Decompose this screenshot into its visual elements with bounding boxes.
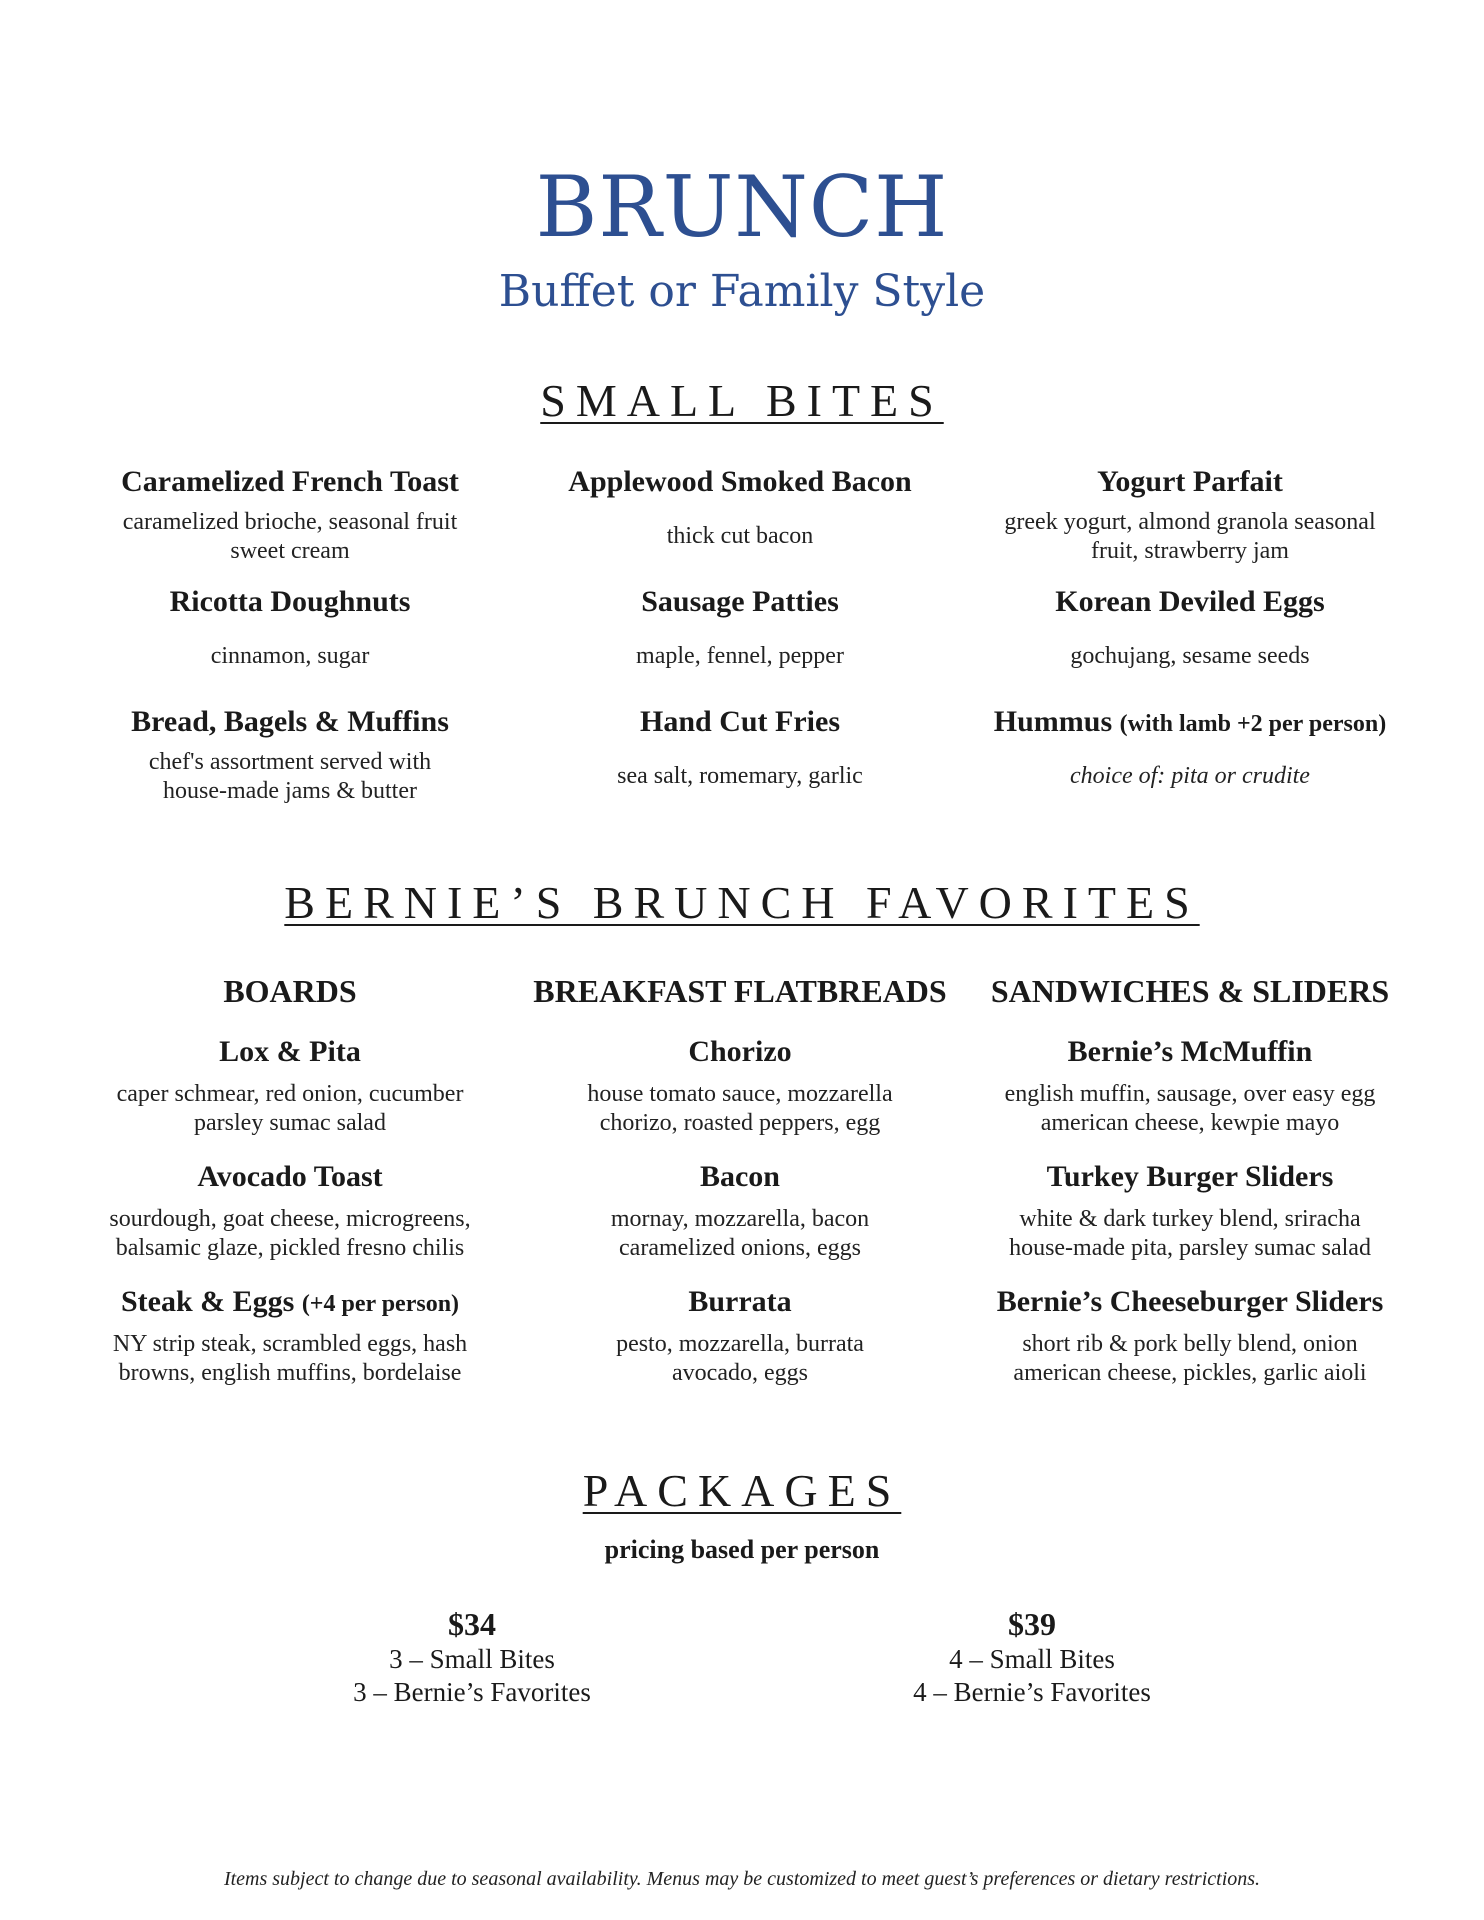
small-bite-item (965, 465, 1415, 566)
item-name: Burrata (688, 1285, 792, 1318)
item-desc: sourdough, goat cheese, microgreens, (109, 1206, 471, 1232)
item-name (955, 705, 1425, 738)
item-name: Yogurt Parfait (1097, 465, 1283, 498)
package-line: 3 – Bernie’s Favorites (353, 1676, 591, 1707)
item-desc: avocado, eggs (672, 1359, 808, 1386)
package-option (272, 1605, 672, 1708)
category-flatbreads: BREAKFAST FLATBREADS (533, 973, 947, 1009)
item-addon: (with lamb +2 per person) (1119, 711, 1387, 737)
item-desc: short rib & pork belly blend, onion (1022, 1331, 1358, 1357)
item-desc: white & dark turkey blend, sriracha (1019, 1206, 1361, 1232)
favorite-item (65, 1160, 515, 1263)
item-desc: house-made jams & butter (163, 777, 417, 804)
item-desc: caper schmear, red onion, cucumber (116, 1081, 464, 1107)
package-price: $39 (1008, 1606, 1056, 1642)
item-desc: american cheese, pickles, garlic aioli (1013, 1359, 1367, 1386)
small-bite-item (515, 705, 965, 791)
item-desc: greek yogurt, almond granola seasonal (1004, 509, 1376, 535)
package-line: 3 – Small Bites (389, 1644, 555, 1675)
item-name: Chorizo (688, 1035, 792, 1068)
packages-heading: PACKAGES (582, 1465, 902, 1516)
item-desc: chorizo, roasted peppers, egg (599, 1109, 881, 1136)
item-desc: balsamic glaze, pickled fresno chilis (115, 1234, 465, 1261)
item-name-text: Hummus (993, 705, 1113, 738)
package-price: $34 (448, 1606, 496, 1642)
item-name: Turkey Burger Sliders (1046, 1160, 1334, 1193)
item-desc: browns, english muffins, bordelaise (118, 1359, 462, 1386)
small-bite-item (515, 465, 965, 551)
item-name: Korean Deviled Eggs (1055, 585, 1325, 618)
category-sandwiches: SANDWICHES & SLIDERS (990, 973, 1390, 1009)
package-option (832, 1605, 1232, 1708)
favorite-item (515, 1285, 965, 1388)
item-name: Lox & Pita (219, 1035, 361, 1068)
item-name: Applewood Smoked Bacon (568, 465, 912, 498)
packages-note: pricing based per person (604, 1535, 880, 1564)
small-bite-item (955, 705, 1425, 791)
package-line: 4 – Bernie’s Favorites (913, 1676, 1151, 1707)
favorite-item (515, 1035, 965, 1138)
item-desc: choice of: pita or crudite (1070, 763, 1310, 789)
item-name: Bernie’s Cheeseburger Sliders (996, 1285, 1384, 1318)
item-desc: caramelized brioche, seasonal fruit (122, 509, 458, 535)
item-desc: thick cut bacon (666, 523, 814, 549)
item-desc: english muffin, sausage, over easy egg (1004, 1081, 1376, 1107)
item-desc: chef's assortment served with (148, 749, 432, 775)
favorite-item (965, 1285, 1415, 1388)
item-name: Ricotta Doughnuts (169, 585, 411, 618)
item-desc: gochujang, sesame seeds (1070, 643, 1310, 669)
item-desc: sweet cream (230, 537, 350, 564)
small-bites-heading: SMALL BITES (540, 375, 944, 426)
small-bite-item (65, 705, 515, 806)
item-name (65, 1285, 515, 1318)
small-bite-item (65, 585, 515, 671)
item-addon: (+4 per person) (301, 1291, 460, 1317)
item-desc: house-made pita, parsley sumac salad (1009, 1234, 1371, 1261)
small-bite-item (65, 465, 515, 566)
item-desc: house tomato sauce, mozzarella (587, 1081, 893, 1107)
item-desc: american cheese, kewpie mayo (1040, 1109, 1340, 1136)
category-boards: BOARDS (223, 973, 357, 1009)
item-desc: caramelized onions, eggs (619, 1234, 861, 1261)
item-desc: cinnamon, sugar (210, 643, 370, 669)
item-name: Bernie’s McMuffin (1067, 1035, 1313, 1068)
menu-subtitle: Buffet or Family Style (498, 266, 986, 317)
item-desc: NY strip steak, scrambled eggs, hash (112, 1331, 468, 1357)
item-name: Bread, Bagels & Muffins (131, 705, 449, 738)
favorite-item (965, 1035, 1415, 1138)
favorite-item (65, 1035, 515, 1138)
favorite-item (965, 1160, 1415, 1263)
footer-disclaimer: Items subject to change due to seasonal availability. Menus may be customized to meet guest’s preferences or dietary restrictions. (223, 1868, 1261, 1890)
item-desc: pesto, mozzarella, burrata (616, 1331, 864, 1357)
item-name: Hand Cut Fries (639, 705, 840, 738)
small-bite-item (515, 585, 965, 671)
item-name: Bacon (699, 1160, 780, 1193)
small-bite-item (965, 585, 1415, 671)
item-desc: fruit, strawberry jam (1091, 537, 1289, 564)
item-desc: maple, fennel, pepper (636, 643, 844, 669)
item-name-text: Steak & Eggs (120, 1285, 295, 1318)
item-desc: mornay, mozzarella, bacon (610, 1206, 870, 1232)
favorite-item (515, 1160, 965, 1263)
item-desc: sea salt, romemary, garlic (617, 763, 863, 789)
item-name: Avocado Toast (197, 1160, 383, 1193)
item-name: Caramelized French Toast (121, 465, 459, 498)
menu-title: BRUNCH (535, 158, 949, 256)
package-line: 4 – Small Bites (949, 1644, 1115, 1675)
favorites-heading: BERNIE’S BRUNCH FAVORITES (284, 877, 1200, 928)
item-desc: parsley sumac salad (194, 1109, 386, 1136)
favorite-item (65, 1285, 515, 1388)
item-name: Sausage Patties (641, 585, 839, 618)
